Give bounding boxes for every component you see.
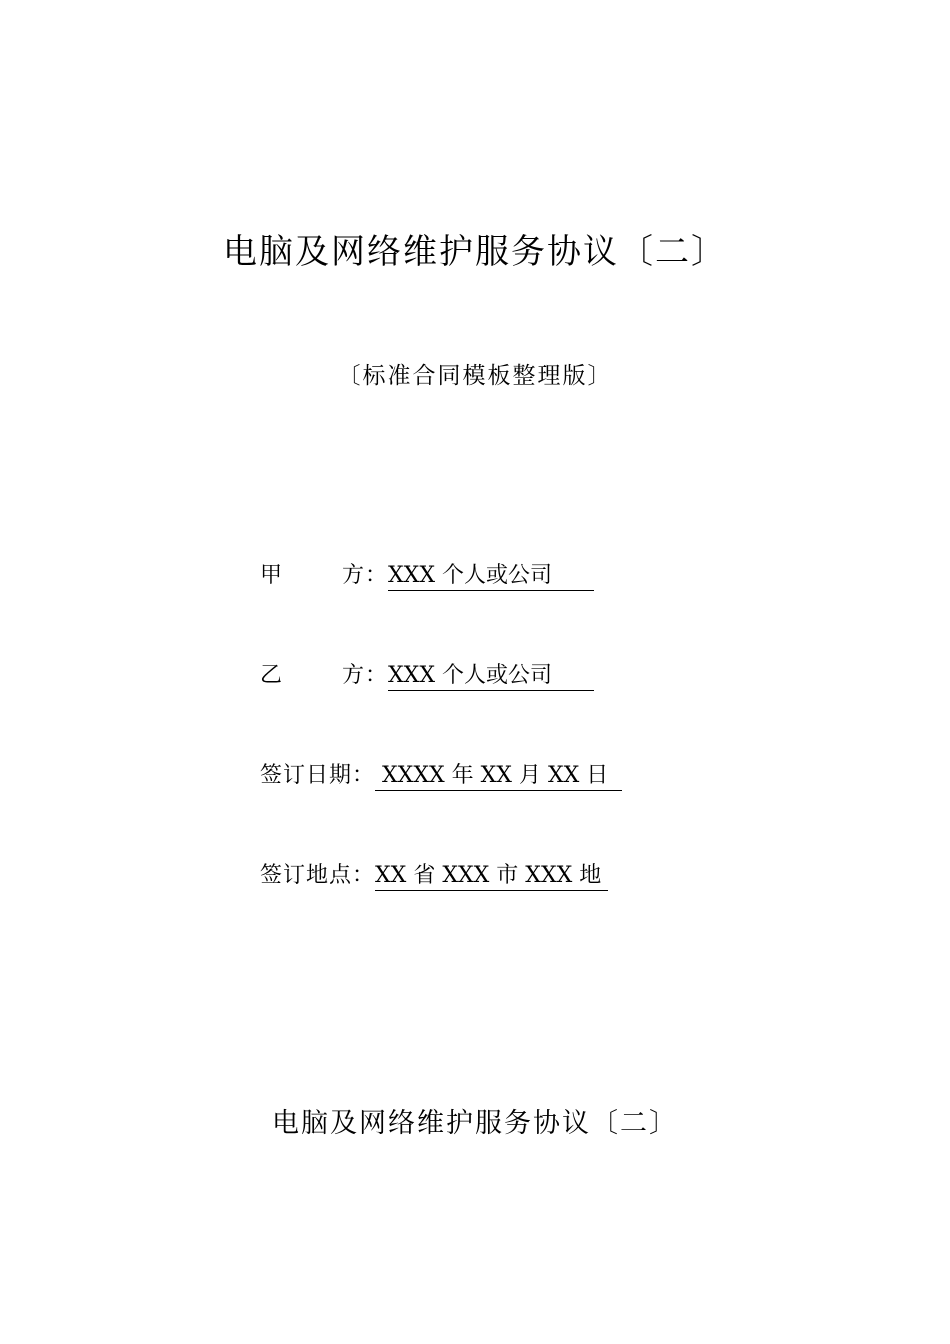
- signing-place-label: 签订地点：: [260, 863, 376, 888]
- signing-date-label: 签订日期：: [260, 763, 376, 788]
- signing-place-value: XX 省 XXX 市 XXX 地: [375, 862, 608, 891]
- party-b-value: XXX 个人或公司: [388, 662, 594, 691]
- party-b-label-suffix: 方：: [341, 663, 388, 688]
- signing-place-row: [260, 856, 608, 896]
- party-a-label: [260, 556, 388, 596]
- party-a-row: [260, 556, 594, 596]
- document-subtitle: 〔标准合同模板整理版〕: [337, 363, 613, 389]
- party-a-label-suffix: 方：: [341, 563, 388, 588]
- party-b-label-char: 乙: [260, 663, 284, 688]
- party-a-value: XXX 个人或公司: [388, 562, 594, 591]
- party-b-row: [260, 656, 594, 696]
- signing-date-row: [260, 756, 622, 796]
- signing-date-value: XXXX 年 XX 月 XX 日: [375, 762, 622, 791]
- party-b-label: [260, 656, 388, 696]
- section-title: 电脑及网络维护服务协议〔二〕: [272, 1108, 678, 1139]
- party-a-label-char: 甲: [260, 563, 284, 588]
- document-title: 电脑及网络维护服务协议〔二〕: [223, 232, 727, 272]
